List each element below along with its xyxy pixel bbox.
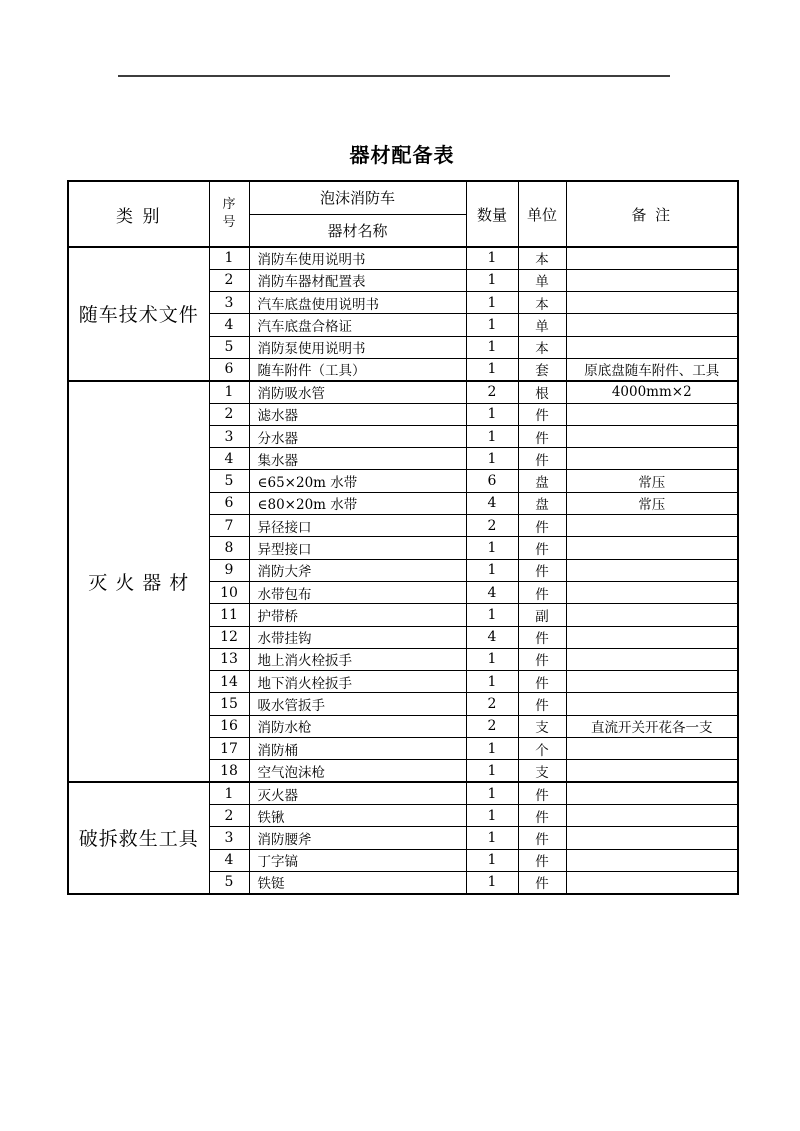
cell-qty: 1	[466, 269, 518, 291]
cell-unit: 支	[518, 715, 566, 737]
cell-unit: 件	[518, 559, 566, 581]
cell-name: 异型接口	[249, 537, 466, 559]
cell-qty: 1	[466, 403, 518, 425]
cell-name: 空气泡沫枪	[249, 760, 466, 782]
cell-serial: 17	[209, 738, 249, 760]
cell-unit: 副	[518, 604, 566, 626]
cell-name: 丁字镐	[249, 849, 466, 871]
section-category-cell: 灭 火 器 材	[68, 381, 209, 782]
cell-remark	[566, 604, 738, 626]
cell-qty: 1	[466, 559, 518, 581]
cell-unit: 个	[518, 738, 566, 760]
cell-serial: 15	[209, 693, 249, 715]
col-header-serial	[209, 181, 249, 247]
cell-remark	[566, 693, 738, 715]
cell-remark: 原底盘随车附件、工具	[566, 358, 738, 380]
cell-name: 吸水管扳手	[249, 693, 466, 715]
cell-remark	[566, 849, 738, 871]
cell-serial: 7	[209, 515, 249, 537]
cell-name: 护带桥	[249, 604, 466, 626]
cell-serial: 4	[209, 448, 249, 470]
cell-qty: 1	[466, 292, 518, 314]
cell-unit: 件	[518, 827, 566, 849]
cell-serial: 3	[209, 425, 249, 447]
cell-qty: 2	[466, 715, 518, 737]
section-category-cell: 破拆救生工具	[68, 782, 209, 893]
cell-remark	[566, 269, 738, 291]
cell-unit: 件	[518, 871, 566, 893]
cell-unit: 件	[518, 671, 566, 693]
cell-qty: 1	[466, 336, 518, 358]
cell-qty: 1	[466, 537, 518, 559]
table-body	[68, 247, 738, 894]
cell-remark	[566, 871, 738, 893]
col-header-serial-line1: 序	[222, 196, 236, 212]
cell-unit: 件	[518, 626, 566, 648]
cell-serial: 5	[209, 336, 249, 358]
cell-serial: 2	[209, 403, 249, 425]
cell-qty: 4	[466, 626, 518, 648]
equipment-table	[67, 180, 739, 895]
table-row	[68, 381, 738, 403]
cell-qty: 1	[466, 358, 518, 380]
cell-remark	[566, 314, 738, 336]
cell-qty: 4	[466, 492, 518, 514]
col-header-vehicle-type: 泡沫消防车	[249, 181, 466, 214]
cell-name: 集水器	[249, 448, 466, 470]
cell-serial: 2	[209, 269, 249, 291]
cell-unit: 本	[518, 247, 566, 269]
cell-qty: 1	[466, 738, 518, 760]
cell-serial: 16	[209, 715, 249, 737]
cell-unit: 件	[518, 537, 566, 559]
cell-serial: 10	[209, 581, 249, 603]
cell-remark	[566, 292, 738, 314]
cell-qty: 4	[466, 581, 518, 603]
col-header-quantity: 数量	[466, 181, 518, 247]
col-header-remarks: 备 注	[566, 181, 738, 247]
cell-remark	[566, 648, 738, 670]
cell-qty: 1	[466, 425, 518, 447]
cell-qty: 2	[466, 515, 518, 537]
cell-name: 灭火器	[249, 782, 466, 804]
cell-unit: 支	[518, 760, 566, 782]
cell-serial: 6	[209, 492, 249, 514]
cell-qty: 1	[466, 849, 518, 871]
cell-serial: 4	[209, 849, 249, 871]
col-header-category: 类 别	[68, 181, 209, 247]
cell-name: 铁锹	[249, 804, 466, 826]
cell-serial: 6	[209, 358, 249, 380]
cell-name: 汽车底盘使用说明书	[249, 292, 466, 314]
cell-remark	[566, 827, 738, 849]
section-category-cell: 随车技术文件	[68, 247, 209, 381]
cell-unit: 件	[518, 515, 566, 537]
cell-remark	[566, 336, 738, 358]
cell-name: 消防水枪	[249, 715, 466, 737]
cell-serial: 13	[209, 648, 249, 670]
header-row-1	[68, 181, 738, 214]
cell-serial: 3	[209, 827, 249, 849]
cell-serial: 1	[209, 782, 249, 804]
cell-remark	[566, 403, 738, 425]
cell-qty: 6	[466, 470, 518, 492]
col-header-equipment-name: 器材名称	[249, 214, 466, 247]
cell-unit: 本	[518, 292, 566, 314]
cell-remark	[566, 515, 738, 537]
cell-name: 异径接口	[249, 515, 466, 537]
cell-remark	[566, 559, 738, 581]
cell-name: 消防车器材配置表	[249, 269, 466, 291]
cell-serial: 3	[209, 292, 249, 314]
cell-name: 水带包布	[249, 581, 466, 603]
cell-name: 滤水器	[249, 403, 466, 425]
cell-remark	[566, 671, 738, 693]
cell-unit: 单	[518, 269, 566, 291]
cell-qty: 1	[466, 448, 518, 470]
cell-name: 消防泵使用说明书	[249, 336, 466, 358]
cell-name: 消防腰斧	[249, 827, 466, 849]
cell-remark	[566, 738, 738, 760]
cell-serial: 4	[209, 314, 249, 336]
cell-unit: 根	[518, 381, 566, 403]
page-title: 器材配备表	[349, 143, 455, 167]
cell-name: 铁铤	[249, 871, 466, 893]
cell-name: 地上消火栓扳手	[249, 648, 466, 670]
cell-name: 消防大斧	[249, 559, 466, 581]
table-header	[68, 181, 738, 247]
cell-name: ∈80×20m 水带	[249, 492, 466, 514]
cell-unit: 单	[518, 314, 566, 336]
cell-name: 消防桶	[249, 738, 466, 760]
cell-name: 消防车使用说明书	[249, 247, 466, 269]
cell-remark	[566, 448, 738, 470]
cell-qty: 1	[466, 671, 518, 693]
cell-name: 地下消火栓扳手	[249, 671, 466, 693]
cell-serial: 8	[209, 537, 249, 559]
cell-unit: 件	[518, 782, 566, 804]
cell-unit: 套	[518, 358, 566, 380]
cell-unit: 件	[518, 693, 566, 715]
cell-name: ∈65×20m 水带	[249, 470, 466, 492]
cell-serial: 5	[209, 470, 249, 492]
col-header-unit: 单位	[518, 181, 566, 247]
cell-qty: 1	[466, 827, 518, 849]
cell-remark	[566, 626, 738, 648]
cell-serial: 2	[209, 804, 249, 826]
cell-name: 分水器	[249, 425, 466, 447]
cell-name: 汽车底盘合格证	[249, 314, 466, 336]
cell-serial: 1	[209, 381, 249, 403]
cell-unit: 件	[518, 581, 566, 603]
cell-remark	[566, 247, 738, 269]
cell-remark: 直流开关开花各一支	[566, 715, 738, 737]
cell-serial: 1	[209, 247, 249, 269]
cell-qty: 1	[466, 648, 518, 670]
cell-name: 水带挂钩	[249, 626, 466, 648]
cell-serial: 11	[209, 604, 249, 626]
cell-qty: 1	[466, 604, 518, 626]
cell-unit: 件	[518, 804, 566, 826]
cell-remark: 常压	[566, 492, 738, 514]
cell-remark	[566, 537, 738, 559]
cell-unit: 件	[518, 648, 566, 670]
cell-qty: 1	[466, 871, 518, 893]
cell-serial: 9	[209, 559, 249, 581]
cell-name: 消防吸水管	[249, 381, 466, 403]
table-row	[68, 247, 738, 269]
cell-unit: 件	[518, 403, 566, 425]
cell-remark	[566, 425, 738, 447]
cell-unit: 本	[518, 336, 566, 358]
cell-qty: 1	[466, 314, 518, 336]
cell-serial: 5	[209, 871, 249, 893]
cell-qty: 1	[466, 782, 518, 804]
page-header-rule	[118, 75, 670, 77]
cell-remark	[566, 581, 738, 603]
cell-serial: 14	[209, 671, 249, 693]
cell-qty: 1	[466, 804, 518, 826]
cell-qty: 1	[466, 760, 518, 782]
cell-qty: 2	[466, 693, 518, 715]
cell-qty: 1	[466, 247, 518, 269]
cell-serial: 18	[209, 760, 249, 782]
cell-unit: 件	[518, 849, 566, 871]
cell-name: 随车附件（工具）	[249, 358, 466, 380]
cell-remark	[566, 804, 738, 826]
cell-unit: 盘	[518, 492, 566, 514]
cell-remark: 4000mm×2	[566, 381, 738, 403]
cell-qty: 2	[466, 381, 518, 403]
cell-unit: 盘	[518, 470, 566, 492]
cell-unit: 件	[518, 448, 566, 470]
cell-remark	[566, 760, 738, 782]
cell-remark	[566, 782, 738, 804]
col-header-serial-line2: 号	[222, 215, 236, 230]
table-row	[68, 782, 738, 804]
cell-unit: 件	[518, 425, 566, 447]
cell-serial: 12	[209, 626, 249, 648]
cell-remark: 常压	[566, 470, 738, 492]
